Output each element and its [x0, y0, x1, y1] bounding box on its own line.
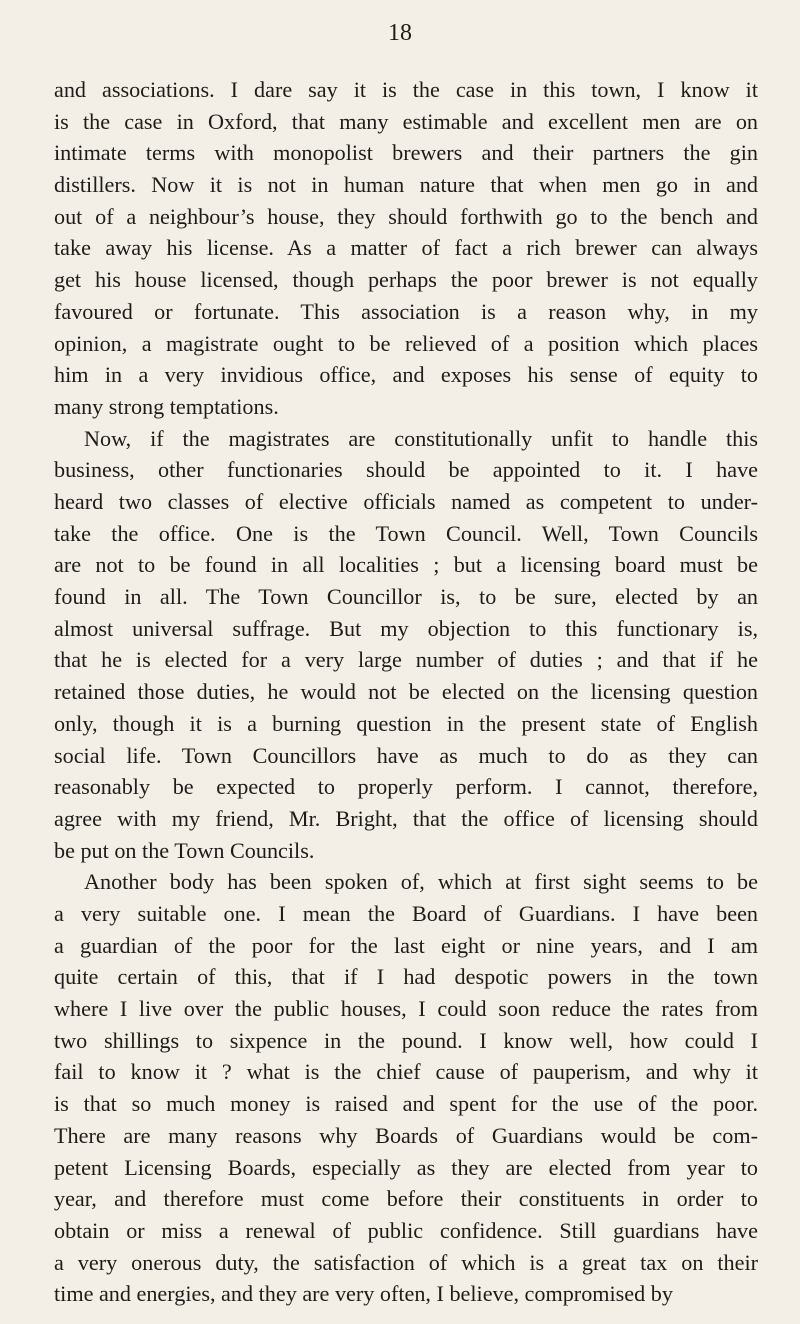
text-line: take the office. One is the Town Council. Well, Town Councils: [54, 520, 758, 546]
text-line: year, and therefore must come before their constituents in order to: [54, 1186, 758, 1212]
text-line: get his house licensed, though perhaps the poor brewer is not equally: [54, 267, 758, 293]
text-line: time and energies, and they are very often, I believe, compromised by: [54, 1281, 673, 1307]
text-line: business, other functionaries should be appointed to it. I have: [54, 457, 758, 483]
text-line: and associations. I dare say it is the case in this town, I know it: [54, 77, 758, 102]
text-line: found in all. The Town Councillor is, to be sure, elected by an: [54, 584, 758, 610]
text-line: heard two classes of elective officials named as competent to under-: [54, 489, 758, 514]
text-line: take away his license. As a matter of fact a rich brewer can always: [54, 235, 758, 261]
text-line: Now, if the magistrates are constitutionally unfit to handle this: [84, 425, 758, 451]
page-number: 18: [388, 20, 412, 46]
text-line: There are many reasons why Boards of Guardians would be com-: [54, 1122, 758, 1148]
text-line: Another body has been spoken of, which at first sight seems to be: [84, 869, 758, 895]
text-line: social life. Town Councillors have as much to do as they can: [54, 742, 758, 768]
text-line: is that so much money is raised and spent for the use of the poor.: [54, 1091, 758, 1117]
text-line: almost universal suffrage. But my objection to this functionary is,: [54, 615, 758, 641]
text-line: fail to know it ? what is the chief cause of pauperism, and why it: [54, 1059, 758, 1085]
text-line: intimate terms with monopolist brewers and their partners the gin: [54, 140, 758, 166]
text-line: reasonably be expected to properly perform. I cannot, therefore,: [54, 774, 758, 800]
text-line: many strong temptations.: [54, 393, 279, 419]
text-line: is the case in Oxford, that many estimable and excellent men are on: [54, 108, 758, 134]
text-line: petent Licensing Boards, especially as they are elected from year to: [54, 1154, 758, 1180]
text-line: distillers. Now it is not in human nature that when men go in and: [54, 172, 758, 198]
text-line: are not to be found in all localities ; but a licensing board must be: [54, 552, 758, 578]
text-line: be put on the Town Councils.: [54, 837, 315, 863]
text-line: a very onerous duty, the satisfaction of which is a great tax on their: [54, 1249, 758, 1275]
text-line: opinion, a magistrate ought to be relieved of a position which places: [54, 330, 758, 356]
text-line: favoured or fortunate. This association is a reason why, in my: [54, 298, 758, 324]
text-line: a guardian of the poor for the last eight or nine years, and I am: [54, 932, 758, 958]
text-line: obtain or miss a renewal of public confidence. Still guardians have: [54, 1217, 758, 1243]
text-line: out of a neighbour’s house, they should forthwith go to the bench and: [54, 203, 758, 229]
text-line: quite certain of this, that if I had despotic powers in the town: [54, 964, 758, 990]
text-line: retained those duties, he would not be elected on the licensing question: [54, 679, 758, 705]
text-line: that he is elected for a very large number of duties ; and that if he: [54, 647, 758, 673]
text-line: a very suitable one. I mean the Board of Guardians. I have been: [54, 901, 758, 926]
text-line: him in a very invidious office, and exposes his sense of equity to: [54, 362, 758, 388]
text-line: agree with my friend, Mr. Bright, that the office of licensing should: [54, 805, 758, 831]
text-line: only, though it is a burning question in the present state of English: [54, 710, 758, 736]
text-line: where I live over the public houses, I could soon reduce the rates from: [54, 996, 758, 1022]
text-line: two shillings to sixpence in the pound. I know well, how could I: [54, 1027, 758, 1053]
